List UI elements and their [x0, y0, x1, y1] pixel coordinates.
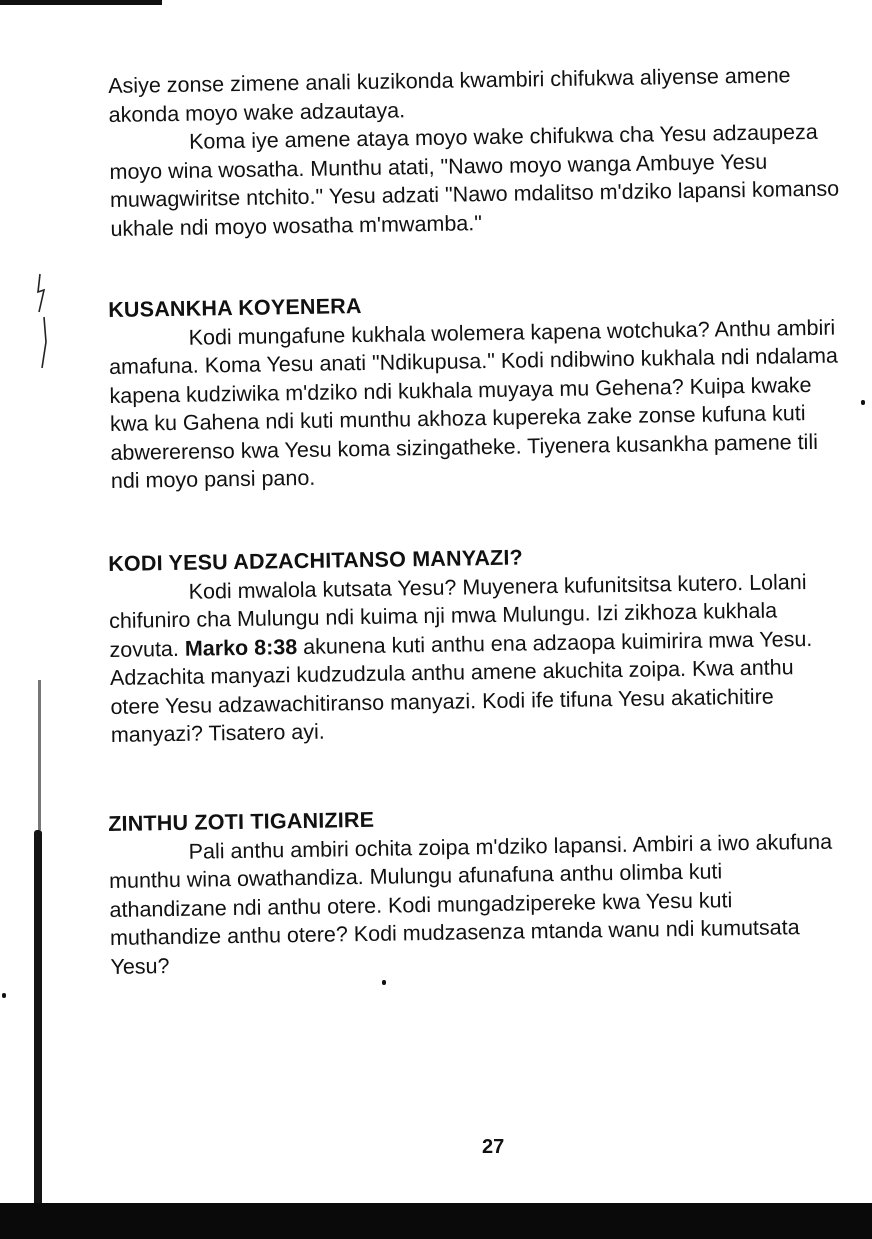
margin-pencil-mark [30, 272, 56, 372]
scan-edge-shadow [38, 680, 41, 830]
section-zinthu [108, 799, 841, 981]
section-heading: KUSANKHA KOYENERA [108, 294, 362, 322]
body-text: Kodi mwalola kutsata Yesu? Muyenera kufunitsitsa kutero. Lolani chifuniro cha Mulungu ndi kuima nji mwa Mulungu. Izi zikhoza kukhala zovuta. [108, 569, 807, 662]
scripture-reference: Marko 8:38 [184, 634, 298, 661]
section-body: Pali anthu ambiri ochita zoipa m'dziko lapansi. Ambiri a iwo akufuna munthu wina owathandiza. Mulungu afunafuna anthu olimba kuti athandizane ndi anthu otere. Kodi mungadzipereke kwa Yesu kuti muthandize anthu otere? Kodi mudzasenza mtanda wanu ndi kumutsata Yesu? [108, 829, 833, 979]
intro-block [108, 61, 841, 243]
intro-paragraph-2: Koma iye amene ataya moyo wake chifukwa cha Yesu adzaupeza moyo wina wosatha. Munthu atati, "Nawo moyo wanga Ambuye Yesu muwagwiritse ntchito." Yesu adzati "Nawo mdalitso m'dziko lapansi komanso ukhale ndi moyo wosatha m'mwamba." [109, 119, 840, 241]
scan-edge-top [0, 0, 162, 5]
page-number: 27 [482, 1136, 505, 1158]
scan-speck [2, 993, 6, 998]
section-kusankha [108, 285, 841, 496]
scan-edge-binding [34, 830, 42, 1205]
body-text: akunena kuti anthu ena adzaopa kuimirira mwa Yesu. Adzachita manyazi kudzudzula anthu amene akuchita zoipa. Kwa anthu otere Yesu adzawachitiranso manyazi. Kodi ife tifuna Yesu akatichitire manyazi? Tisatero ayi. [109, 626, 813, 747]
section-body [108, 567, 841, 749]
section-heading: ZINTHU ZOTI TIGANIZIRE [108, 807, 375, 836]
scan-edge-bottom [0, 1203, 872, 1239]
intro-paragraph-1: Asiye zonse zimene anali kuzikonda kwambiri chifukwa aliyense amene akonda moyo wake adzautaya. [108, 63, 791, 127]
section-manyazi [108, 539, 841, 750]
scan-speck [382, 980, 386, 985]
section-heading: KODI YESU ADZACHITANSO MANYAZI? [108, 545, 524, 576]
section-body: Kodi mungafune kukhala wolemera kapena wotchuka? Anthu ambiri amafuna. Koma Yesu anati "Ndikupusa." Kodi ndibwino kukhala ndi ndalama kapena kudziwika m'dziko ndi kukhala muyaya mu Gehena? Kuipa kwake kwa ku Gahena ndi kuti munthu akhoza kupereka zake zonse kufuna kuti abwererenso kwa Yesu koma sizingatheke. Tiyenera kusankha pamene tili ndi moyo pansi pano. [108, 315, 839, 493]
scan-speck [861, 400, 865, 405]
